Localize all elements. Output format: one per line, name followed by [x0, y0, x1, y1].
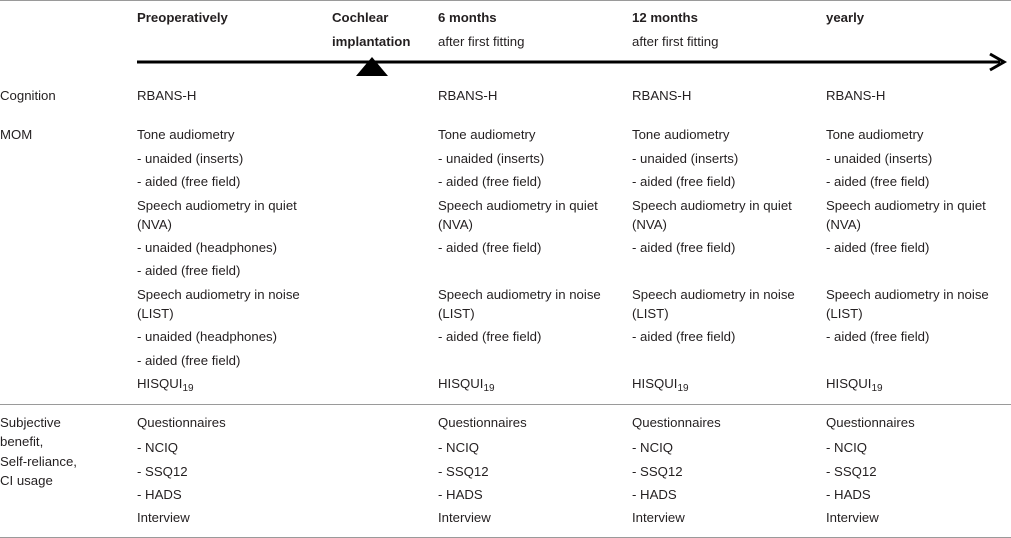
cognition-12m: RBANS-H	[632, 88, 692, 103]
list-item: - unaided (inserts)	[826, 151, 933, 166]
list-item: Interview	[632, 510, 685, 525]
list-item: - HADS	[632, 487, 677, 502]
list-item: Speech audiometry in quiet	[137, 198, 297, 213]
list-item: (NVA)	[438, 217, 473, 232]
list-item: (LIST)	[438, 306, 475, 321]
list-item: Questionnaires	[137, 415, 226, 430]
list-item: - HADS	[137, 487, 182, 502]
list-item: Speech audiometry in quiet	[826, 198, 986, 213]
list-item: - aided (free field)	[632, 240, 736, 255]
list-item: - unaided (inserts)	[438, 151, 545, 166]
list-item: Tone audiometry	[632, 127, 730, 142]
list-item: (LIST)	[632, 306, 669, 321]
list-item: Tone audiometry	[826, 127, 924, 142]
hisqui-item: $HISQUI_{19}$	[137, 376, 194, 394]
list-item: - aided (free field)	[438, 174, 542, 189]
list-item: Tone audiometry	[137, 127, 235, 142]
header-12-months-sub: after first fitting	[632, 34, 719, 49]
list-item: Speech audiometry in quiet	[438, 198, 598, 213]
list-item: Interview	[438, 510, 491, 525]
list-item: - aided (free field)	[826, 174, 930, 189]
list-item: - unaided (inserts)	[137, 151, 244, 166]
implantation-marker-icon	[356, 57, 388, 76]
list-item: Tone audiometry	[438, 127, 536, 142]
list-item: - HADS	[438, 487, 483, 502]
list-item: - SSQ12	[137, 464, 188, 479]
list-item: - aided (free field)	[632, 174, 736, 189]
list-item: Interview	[826, 510, 879, 525]
hisqui-item: $HISQUI_{19}$	[438, 376, 495, 394]
top-rule	[0, 0, 1011, 1]
list-item: - NCIQ	[826, 440, 868, 455]
header-yearly: yearly	[826, 10, 865, 25]
hisqui-item: $HISQUI_{19}$	[632, 376, 689, 394]
list-item: Speech audiometry in noise	[826, 287, 989, 302]
list-item: (NVA)	[826, 217, 861, 232]
list-item: Speech audiometry in noise	[632, 287, 795, 302]
list-item: Speech audiometry in quiet	[632, 198, 792, 213]
list-item: Speech audiometry in noise	[438, 287, 601, 302]
list-item: (NVA)	[632, 217, 667, 232]
list-item: - aided (free field)	[632, 329, 736, 344]
list-item: - NCIQ	[438, 440, 480, 455]
cognition-yearly: RBANS-H	[826, 88, 886, 103]
list-item: - unaided (inserts)	[632, 151, 739, 166]
list-item: Speech audiometry in noise	[137, 287, 300, 302]
list-item: - aided (free field)	[438, 329, 542, 344]
list-item: (NVA)	[137, 217, 172, 232]
header-preoperatively: Preoperatively	[137, 10, 228, 25]
divider-rule	[0, 404, 1011, 405]
header-ci-line2: implantation	[332, 34, 411, 49]
list-item: - SSQ12	[632, 464, 683, 479]
header-6-months: 6 months	[438, 10, 497, 25]
cognition-6m: RBANS-H	[438, 88, 498, 103]
row-label-mom: MOM	[0, 127, 33, 142]
list-item: Interview	[137, 510, 190, 525]
header-ci-line1: Cochlear	[332, 10, 389, 25]
list-item: - aided (free field)	[826, 329, 930, 344]
list-item: - unaided (headphones)	[137, 240, 278, 255]
list-item: - aided (free field)	[826, 240, 930, 255]
list-item: - aided (free field)	[137, 263, 241, 278]
list-item: - aided (free field)	[137, 353, 241, 368]
list-item: Questionnaires	[826, 415, 915, 430]
list-item: - aided (free field)	[137, 174, 241, 189]
list-item: - unaided (headphones)	[137, 329, 278, 344]
list-item: Questionnaires	[438, 415, 527, 430]
list-item: (LIST)	[137, 306, 174, 321]
row-label-cognition: Cognition	[0, 88, 56, 103]
list-item: - NCIQ	[137, 440, 179, 455]
list-item: - SSQ12	[438, 464, 489, 479]
list-item: - NCIQ	[632, 440, 674, 455]
list-item: - aided (free field)	[438, 240, 542, 255]
cognition-preop: RBANS-H	[137, 88, 197, 103]
header-12-months: 12 months	[632, 10, 698, 25]
header-6-months-sub: after first fitting	[438, 34, 525, 49]
timeline-graphic	[0, 0, 1011, 80]
list-item: Questionnaires	[632, 415, 721, 430]
list-item: - HADS	[826, 487, 871, 502]
list-item: (LIST)	[826, 306, 863, 321]
hisqui-item: $HISQUI_{19}$	[826, 376, 883, 394]
list-item: - SSQ12	[826, 464, 877, 479]
